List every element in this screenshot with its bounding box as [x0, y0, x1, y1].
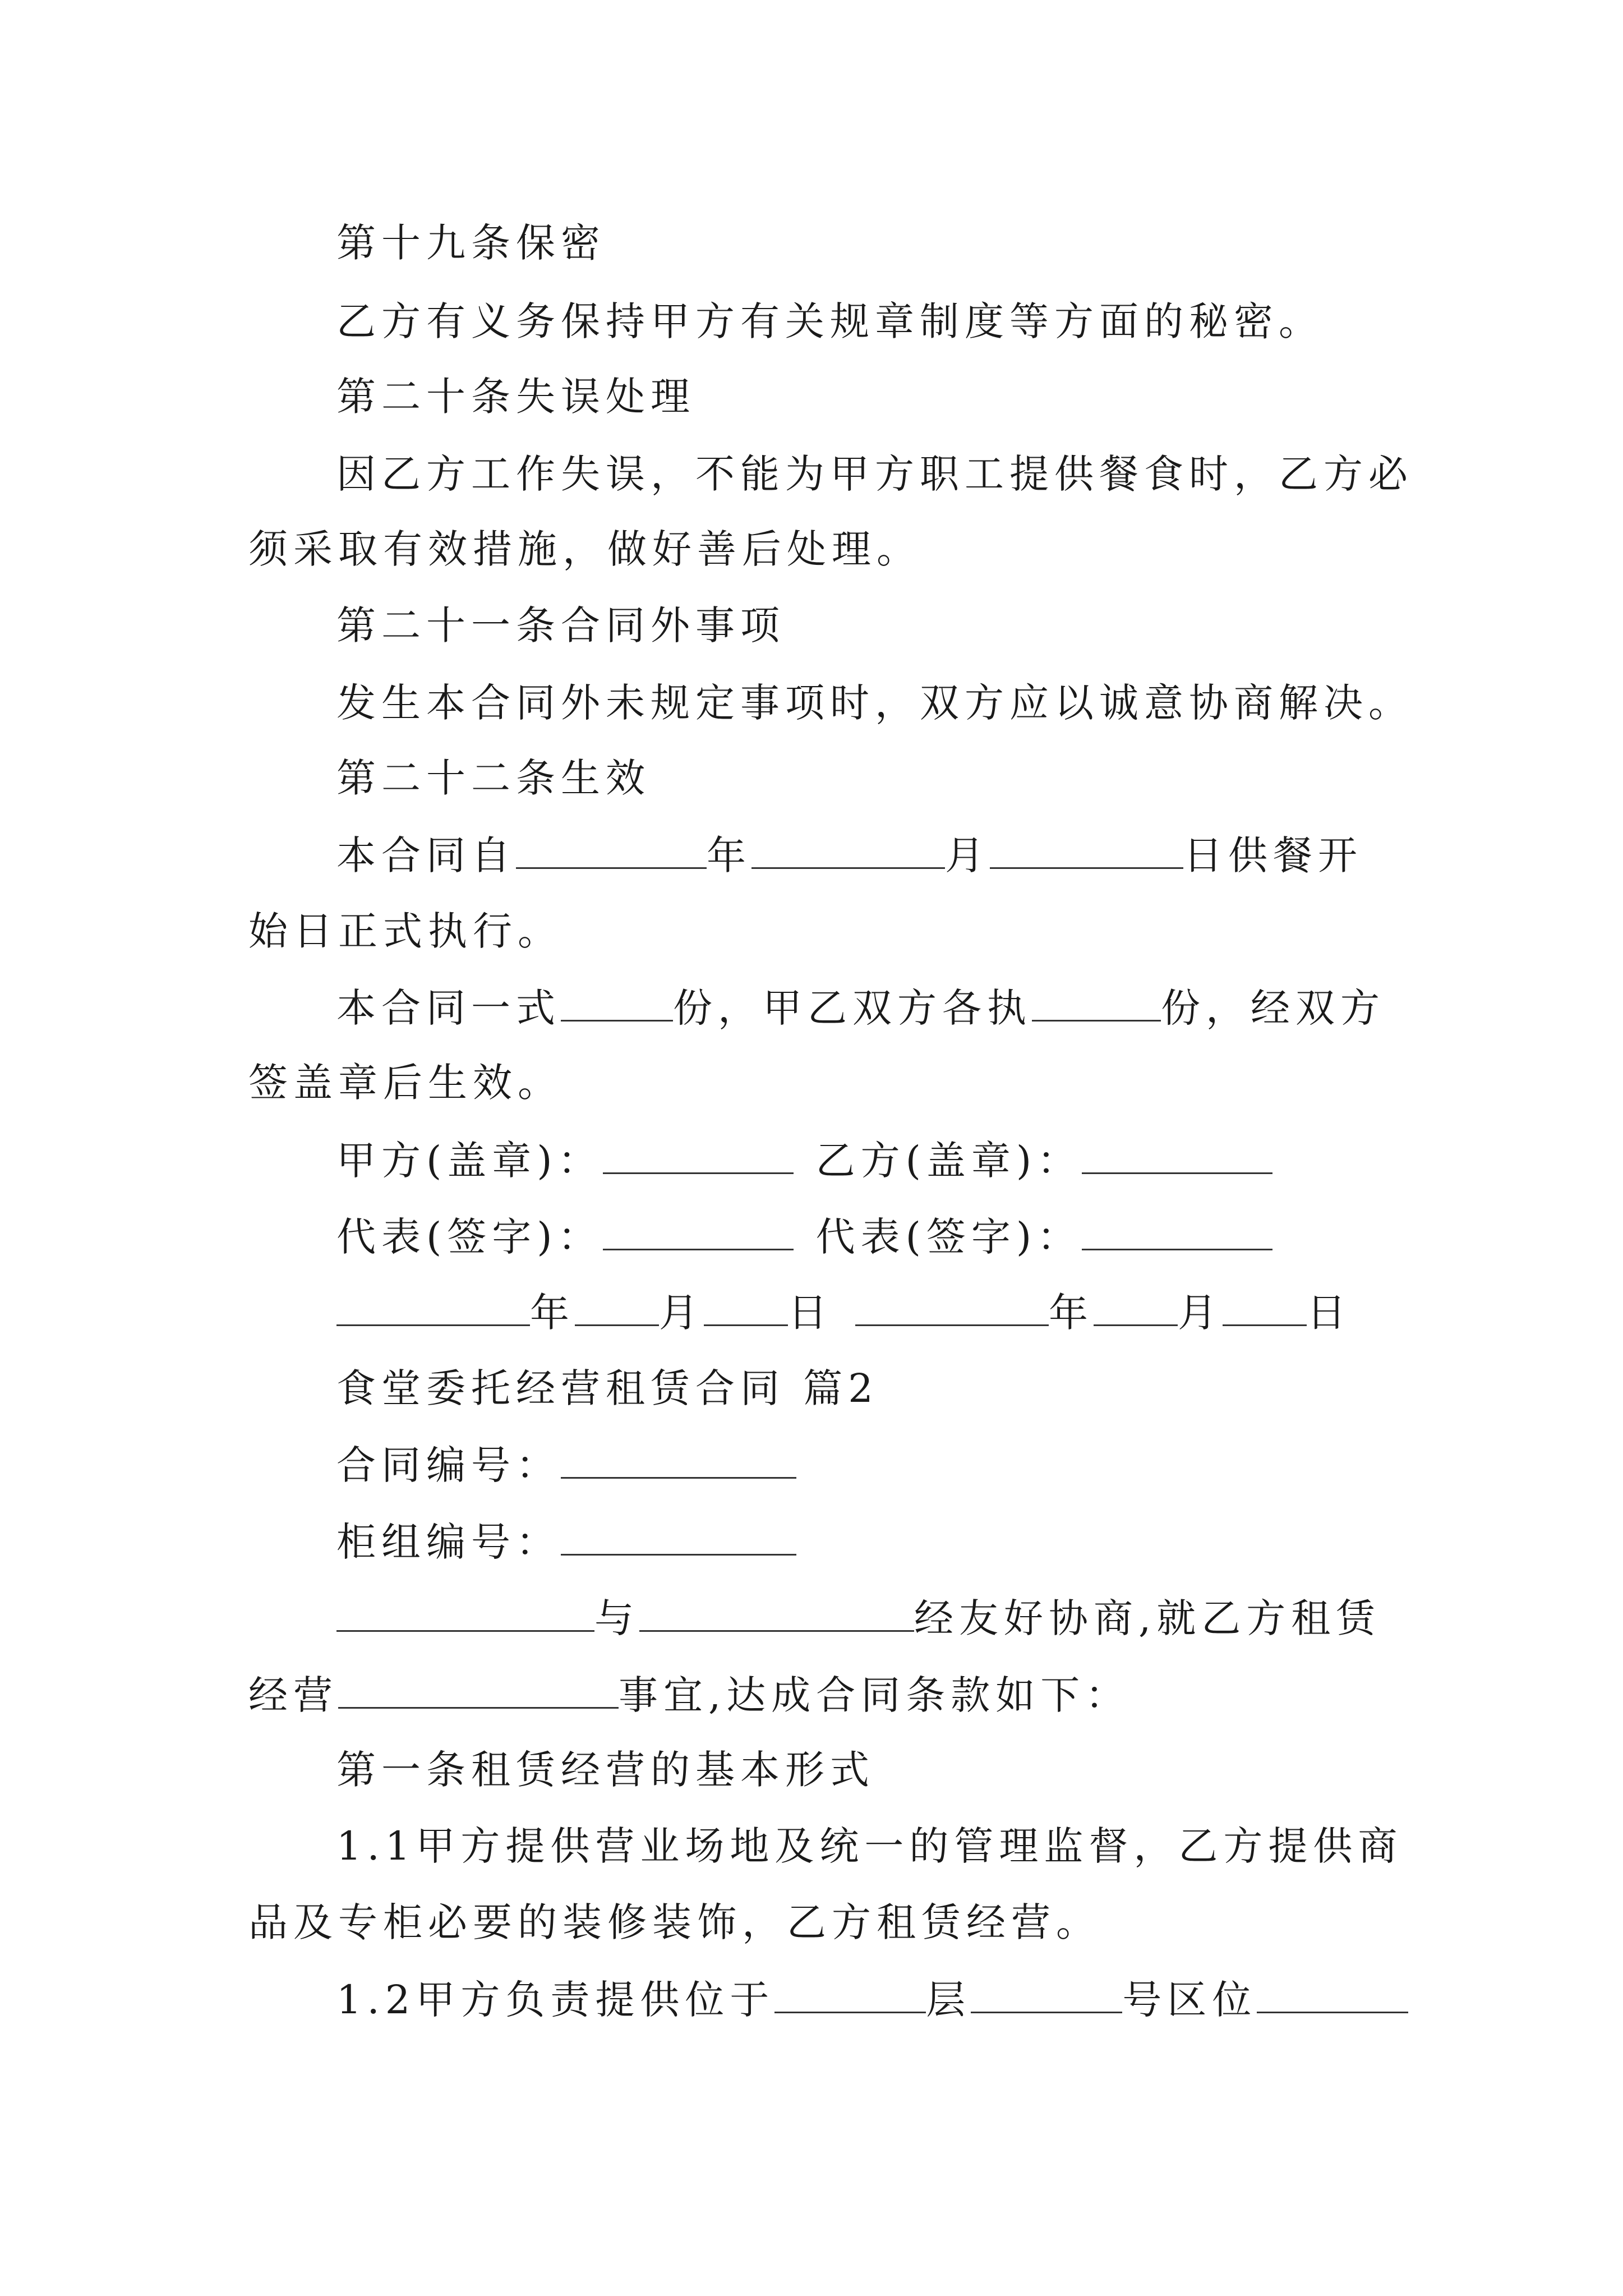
article-22-heading: [336, 755, 651, 801]
text: 品及专柜必要的装修装饰，乙方租赁经营。: [248, 1899, 1101, 1945]
copies-line: [336, 985, 1385, 1031]
party-a-signature-blank[interactable]: [603, 1216, 794, 1250]
party-a-seal-blank[interactable]: [603, 1140, 794, 1174]
party-a-month-blank[interactable]: [575, 1292, 659, 1326]
effective-date-line: [336, 832, 1363, 878]
text: 乙方(盖章)：: [815, 1138, 1082, 1184]
text: 甲方(盖章)：: [336, 1138, 603, 1184]
text: 第二十条失误处理: [336, 374, 695, 420]
text: 年: [707, 832, 751, 878]
floor-blank[interactable]: [774, 1979, 926, 2013]
clause-1-1-line1: [336, 1823, 1403, 1869]
text: 与: [594, 1595, 639, 1641]
text: 日供餐开: [1183, 832, 1363, 878]
article-1-heading: [336, 1747, 875, 1793]
text: 年: [530, 1290, 575, 1336]
clause-1-1-line2: [248, 1899, 1101, 1945]
text: 本合同自: [336, 832, 516, 878]
article-21-heading: [336, 602, 785, 648]
section-title: [336, 1365, 879, 1411]
text: 本合同一式: [336, 985, 561, 1031]
seal-line: [336, 1138, 1272, 1184]
party-a-name-blank[interactable]: [336, 1598, 594, 1632]
text: 合同编号：: [336, 1442, 561, 1488]
text: 柜组编号：: [336, 1519, 561, 1565]
article-19-body: [336, 298, 1324, 344]
party-b-month-blank[interactable]: [1094, 1292, 1178, 1326]
article-20-body-line1: [336, 451, 1413, 497]
party-b-signature-blank[interactable]: [1082, 1216, 1272, 1250]
text: 始日正式执行。: [248, 908, 562, 954]
text: 发生本合同外未规定事项时，双方应以诚意协商解决。: [336, 680, 1413, 726]
text: 月: [659, 1290, 704, 1336]
text: 1.1甲方提供营业场地及统一的管理监督，乙方提供商: [336, 1823, 1403, 1869]
counter-number-line: [336, 1519, 796, 1565]
text: 第二十二条生效: [336, 755, 651, 801]
text: 第二十一条合同外事项: [336, 602, 785, 648]
text: 签盖章后生效。: [248, 1060, 562, 1106]
text: 月: [945, 832, 990, 878]
party-b-name-blank[interactable]: [639, 1598, 914, 1632]
text: 事宜,达成合同条款如下：: [619, 1672, 1131, 1718]
text: 第一条租赁经营的基本形式: [336, 1747, 875, 1793]
day-blank[interactable]: [990, 835, 1183, 869]
business-line: [248, 1672, 1131, 1718]
contract-number-line: [336, 1442, 796, 1488]
zone-number-blank[interactable]: [971, 1979, 1122, 2013]
party-a-year-blank[interactable]: [336, 1292, 530, 1326]
article-21-body: [336, 680, 1413, 726]
text: 须采取有效措施，做好善后处理。: [248, 526, 921, 572]
counter-number-blank[interactable]: [561, 1521, 796, 1556]
text: 月: [1178, 1290, 1223, 1336]
text: 日: [788, 1290, 833, 1336]
text: 食堂委托经营租赁合同 篇2: [336, 1365, 879, 1411]
article-20-body-line2: [248, 526, 921, 572]
article-20-heading: [336, 374, 695, 420]
text: 年: [1049, 1290, 1094, 1336]
text: 代表(签字)：: [815, 1214, 1082, 1260]
article-19-heading: [336, 220, 606, 266]
text: 号区位: [1122, 1977, 1257, 2023]
copies-line2: [248, 1060, 562, 1106]
text: 乙方有义务保持甲方有关规章制度等方面的秘密。: [336, 298, 1324, 344]
signature-line: [336, 1214, 1272, 1260]
copies-blank[interactable]: [561, 987, 673, 1022]
party-b-day-blank[interactable]: [1223, 1292, 1307, 1326]
text: 代表(签字)：: [336, 1214, 603, 1260]
text: 经营: [248, 1672, 338, 1718]
month-blank[interactable]: [751, 835, 945, 869]
text: 份，甲乙双方各执: [673, 985, 1032, 1031]
party-b-seal-blank[interactable]: [1082, 1140, 1272, 1174]
effective-date-line2: [248, 908, 562, 954]
text: 第十九条保密: [336, 220, 606, 266]
parties-line: [336, 1595, 1381, 1641]
year-blank[interactable]: [516, 835, 707, 869]
party-a-day-blank[interactable]: [704, 1292, 788, 1326]
business-blank[interactable]: [338, 1674, 619, 1709]
text: 份，经双方: [1161, 985, 1385, 1031]
contract-number-blank[interactable]: [561, 1444, 796, 1479]
each-copies-blank[interactable]: [1032, 987, 1161, 1022]
clause-1-2-line1: [336, 1977, 1408, 2023]
text: 层: [926, 1977, 971, 2023]
signing-date-line: [336, 1290, 1352, 1336]
location-blank[interactable]: [1257, 1979, 1408, 2013]
party-b-year-blank[interactable]: [855, 1292, 1049, 1326]
text: 日: [1307, 1290, 1352, 1336]
text: 因乙方工作失误，不能为甲方职工提供餐食时，乙方必: [336, 451, 1413, 497]
text: 1.2甲方负责提供位于: [336, 1977, 775, 2023]
text: 经友好协商,就乙方租赁: [914, 1595, 1381, 1641]
